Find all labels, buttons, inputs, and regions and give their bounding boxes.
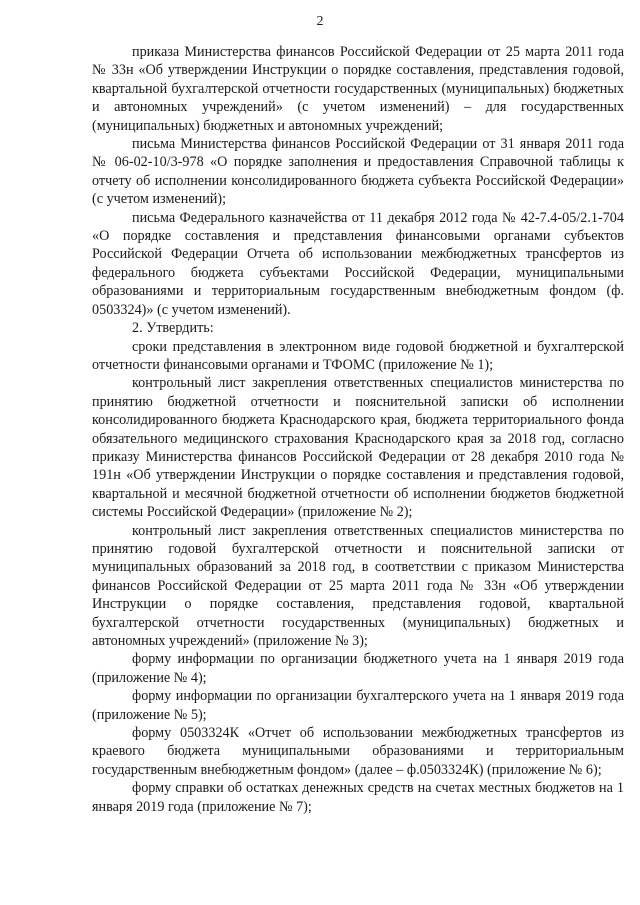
paragraph-letter-minfin: письма Министерства финансов Российской Федерации от 31 января 2011 года № 06-02-10/3-978 «О порядке заполнения и предоставления Справочной таблицы к отчету об исполнении консолидированного бюджета субъекта Российской Федерации» (с учетом изменений); <box>92 136 624 208</box>
paragraph-appendix-5: форму информации по организации бухгалтерского учета на 1 января 2019 года (приложение № 5); <box>92 688 624 723</box>
document-body <box>92 43 624 816</box>
page-number: 2 <box>316 14 324 29</box>
paragraph-order-33n: приказа Министерства финансов Российской Федерации от 25 марта 2011 года № 33н «Об утверждении Инструкции о порядке составления, представления годовой, квартальной бухгалтерской отчетности государственных (муниципальных) бюджетных и автономных учреждений» (с учетом изменений) – для государственных (муниципальных) бюджетных и автономных учреждений; <box>92 44 624 134</box>
paragraph-appendix-7: форму справки об остатках денежных средств на счетах местных бюджетов на 1 января 2019 года (приложение № 7); <box>92 780 624 815</box>
paragraph-appendix-2: контрольный лист закрепления ответственных специалистов министерства по принятию бюджетной отчетности и пояснительной записки об исполнении консолидированного бюджета Краснодарского края, бюджета территориального фонда обязательного медицинского страхования Краснодарского края за 2018 год, согласно приказу Министерства финансов Российской Федерации от 28 декабря 2010 года № 191н «Об утверждении Инструкции о порядке составления и представления годовой, квартальной и месячной бюджетной отчетности об исполнении бюджетов бюджетной системы Российской Федерации» (приложение № 2); <box>92 375 624 521</box>
paragraph-appendix-6: форму 0503324К «Отчет об использовании межбюджетных трансфертов из краевого бюджета муниципальными образованиями и территориальным государственным внебюджетным фондом» (далее – ф.0503324К) (приложение № 6); <box>92 725 624 778</box>
paragraph-approve-heading: 2. Утвердить: <box>132 320 214 337</box>
paragraph-appendix-4: форму информации по организации бюджетного учета на 1 января 2019 года (приложение № 4); <box>92 651 624 686</box>
paragraph-appendix-1: сроки представления в электронном виде годовой бюджетной и бухгалтерской отчетности финансовыми органами и ТФОМС (приложение № 1); <box>92 338 624 373</box>
paragraph-letter-treasury: письма Федерального казначейства от 11 декабря 2012 года № 42-7.4-05/2.1-704 «О порядке составления и представления финансовыми органами субъектов Российской Федерации Отчета об использовании межбюджетных трансфертов из федерального бюджета субъектами Российской Федерации, муниципальными образованиями и территориальным государственным внебюджетным фондом (ф. 0503324)» (с учетом изменений). <box>92 209 624 318</box>
paragraph-appendix-3: контрольный лист закрепления ответственных специалистов министерства по принятию годовой бухгалтерской отчетности и пояснительной записки от муниципальных образований за 2018 год, в соответствии с приказом Министерства финансов Российской Федерации от 25 марта 2011 года № 33н «Об утверждении Инструкции о порядке составления, представления годовой, квартальной бухгалтерской отчетности государственных (муниципальных) бюджетных и автономных учреждений» (приложение № 3); <box>92 522 624 649</box>
